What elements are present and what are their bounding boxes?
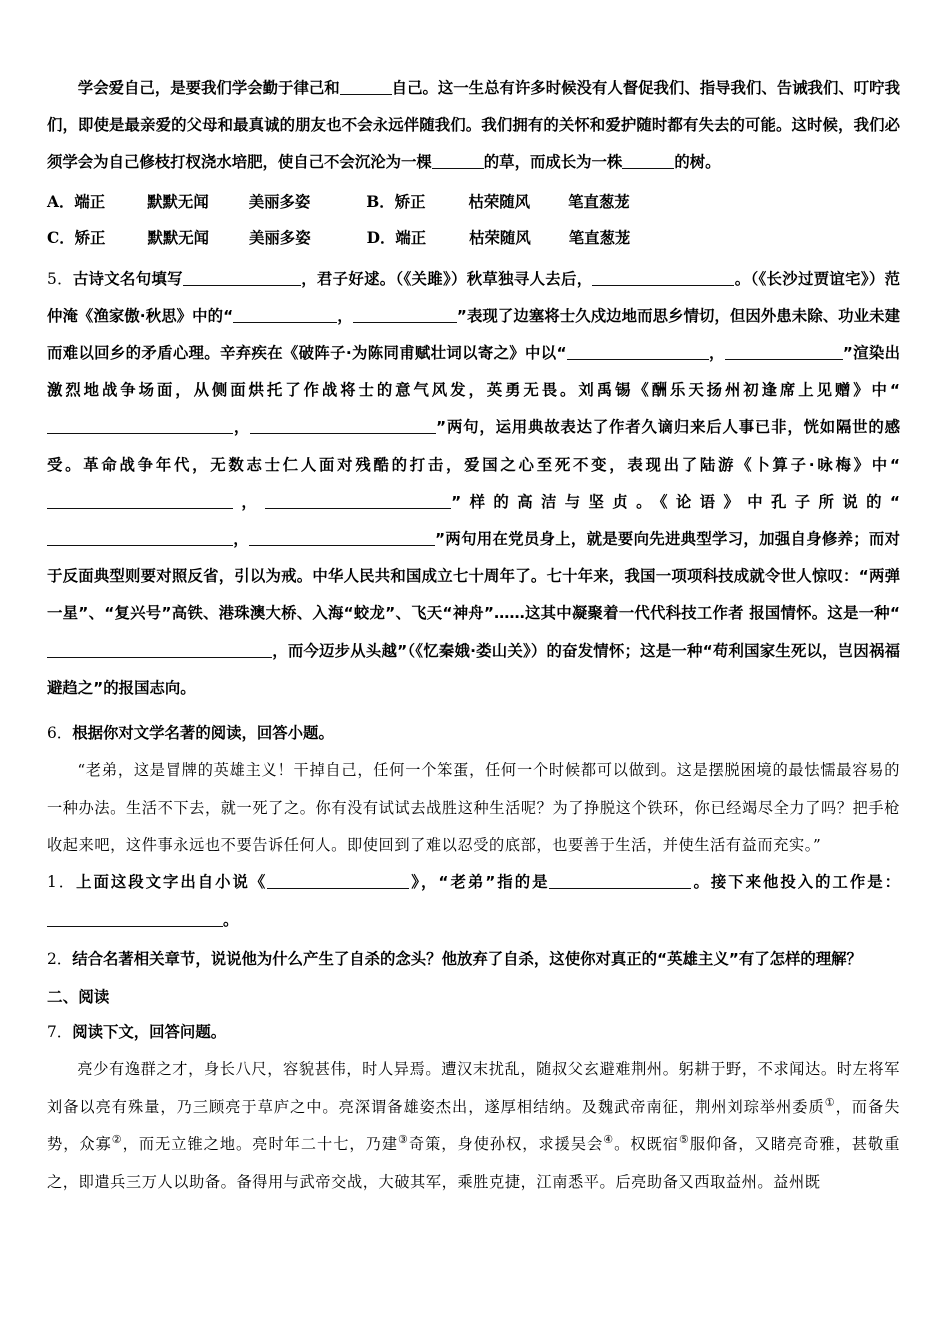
section-heading-reading: 二、阅读 <box>47 988 110 1007</box>
q5-text-6: ， <box>708 344 725 363</box>
footnote-marker-4: ④ <box>603 1133 615 1147</box>
q5-blank-5[interactable] <box>567 344 709 360</box>
choice-c-w1[interactable]: 矫正 <box>74 228 106 247</box>
q7-passage-5: 。权既宿 <box>614 1135 679 1154</box>
cloze-passage <box>47 70 900 182</box>
q5-blank-12[interactable] <box>249 530 435 546</box>
choice-d-w3[interactable]: 笔直葱茏 <box>568 228 631 247</box>
q7-passage-6: 服仰备，又睹亮奇雅，甚敬重之，即遣兵三万人以助备。备得用与武帝交战，大破其军，乘胜克捷，江南悉平。后亮助备又西取益州。益州既 <box>47 1135 900 1191</box>
choice-c-w3[interactable]: 美丽多姿 <box>249 228 311 247</box>
footnote-marker-3: ③ <box>398 1133 409 1147</box>
q5-blank-10[interactable] <box>265 493 451 509</box>
q5-blank-1[interactable] <box>183 270 301 286</box>
question-7-passage <box>47 1051 900 1201</box>
q7-passage-2: ，而备失势，众寡 <box>47 1097 900 1154</box>
q7-passage-1: 亮少有逸群之才，身长八尺，容貌甚伟，时人异焉。遭汉末扰乱，随叔父玄避难荆州。躬耕于野，不求闻达。时左将军刘备以亮有殊量，乃三顾亮于草庐之中。亮深谓备雄姿杰出，遂厚相结纳。及魏武帝南征，荆州刘琮举州委质 <box>47 1060 900 1116</box>
q5-blank-7[interactable] <box>47 418 233 434</box>
q6-sub1-text-4: 。 <box>223 910 239 929</box>
choice-a-w1[interactable]: 端正 <box>74 192 106 211</box>
choice-d-label: D． <box>366 228 396 247</box>
q5-text-14: ，而今迈步从头越”（《忆秦娥·娄山关》）的奋发情怀；这是一种“苟利国家生死以，岂因祸福避趋之”的报国志向。 <box>47 641 900 697</box>
choice-b-w1[interactable]: 矫正 <box>394 192 426 211</box>
cloze-blank-1[interactable] <box>340 79 392 95</box>
question-6-sub-1 <box>47 864 900 938</box>
cloze-text-4: 的树。 <box>674 153 721 172</box>
q5-blank-11[interactable] <box>47 530 233 546</box>
q5-blank-6[interactable] <box>725 344 843 360</box>
q5-blank-9[interactable] <box>47 493 233 509</box>
q5-blank-4[interactable] <box>353 307 457 323</box>
q5-text-9: ”两句，运用典故表达了作者久谪归来后人事已非，恍如隔世的感受。革命战争年代，无数志士仁人面对残酷的打击，爱国之心至死不变，表现出了陆游《卜算子·咏梅》中“ <box>47 418 900 474</box>
choice-a-w2[interactable]: 默默无闻 <box>147 192 209 211</box>
question-6-sub-2 <box>47 941 900 978</box>
q5-text-1: 古诗文名句填写 <box>72 269 183 288</box>
q6-sub1-text-3: 。接下来他投入的工作是： <box>691 873 900 892</box>
footnote-marker-1: ① <box>824 1095 836 1109</box>
q6-sub1-text-1: 上面这段文字出自小说《 <box>76 873 268 892</box>
q7-passage-3: ，而无立锥之地。亮时年二十七，乃建 <box>122 1135 399 1154</box>
q6-sub1-blank-4[interactable] <box>135 911 223 927</box>
question-6-number: 6． <box>47 724 73 743</box>
q7-passage-4: 奇策，身使孙权，求援吴会 <box>408 1135 604 1154</box>
footnote-marker-5: ⑤ <box>678 1133 690 1147</box>
q5-text-4: ， <box>337 306 353 325</box>
cloze-text-3: 的草，而成长为一株 <box>483 153 623 172</box>
cloze-blank-2[interactable] <box>432 153 484 169</box>
q5-text-13: ”两句用在党员身上，就是要向先进典型学习，加强自身修养；而对于反面典型则要对照反省，引以为戒。中华人民共和国成立七十周年了。七十年来，我国一项项科技成就令世人惊叹：“两弹一星”、“复兴号”高铁、港珠澳大桥、入海“蛟龙”、飞天“神舟”……这其中凝聚着一代代科技工作者 报国情怀。这是一种“ <box>47 530 900 623</box>
choice-c-label: C． <box>47 228 75 247</box>
q5-blank-3[interactable] <box>233 307 337 323</box>
q6-sub1-blank-3[interactable] <box>47 911 135 927</box>
question-7-stem-text: 阅读下文，回答问题。 <box>72 1023 227 1042</box>
question-5 <box>47 261 900 707</box>
choice-b-label: B． <box>366 192 395 211</box>
question-7-number: 7． <box>47 1023 73 1042</box>
q6-sub1-text-2: 》，“老弟”指的是 <box>409 873 550 892</box>
choice-d-w1[interactable]: 端正 <box>395 228 427 247</box>
choice-b-w3[interactable]: 笔直葱茏 <box>568 192 630 211</box>
cloze-text-2: 自己。这一生总有许多时候没有人督促我们、指导我们、告诫我们、叮咛我们，即使是最亲爱的父母和最真诚的朋友也不会永远伴随我们。我们拥有的关怀和爱护随时都有失去的可能。这时候，我们必须学会为自己修枝打杈浇水培肥，使自己不会沉沦为一棵 <box>47 79 900 172</box>
footnote-marker-2: ② <box>111 1133 123 1147</box>
q5-text-2: ，君子好逑。（《关雎》）秋草独寻人去后， <box>300 269 593 288</box>
q6-sub2-text: 结合名著相关章节，说说他为什么产生了自杀的念头？他放弃了自杀，这使你对真正的“英雄主义”有了怎样的理解？ <box>72 949 862 968</box>
question-6-stem <box>47 715 900 752</box>
choice-row-cd <box>47 220 900 256</box>
q5-text-8: ， <box>233 418 251 437</box>
question-6-stem-text: 根据你对文学名著的阅读，回答小题。 <box>72 724 334 743</box>
question-6-quotation: “老弟，这是冒牌的英雄主义！干掉自己，任何一个笨蛋，任何一个时候都可以做到。这是摆脱困境的最怯懦最容易的一种办法。生活不下去，就一死了之。你有没有试试去战胜这种生活呢？为了挣脱这个铁环，你已经竭尽全力了吗？把手枪收起来吧，这件事永远也不要告诉任何人。即使回到了难以忍受的底部，也要善于生活，并使生活有益而充实。” <box>47 761 900 855</box>
question-5-number: 5． <box>47 269 73 288</box>
question-6-sub-2-number: 2． <box>47 949 73 968</box>
choice-row-ab <box>47 184 900 220</box>
choice-c-w2[interactable]: 默默无闻 <box>147 228 210 247</box>
choice-a-label: A． <box>47 192 75 211</box>
question-7-stem <box>47 1014 900 1051</box>
q5-text-11: ”样的高洁与坚贞。《论语》中孔子所说的“ <box>451 492 900 511</box>
q5-blank-2[interactable] <box>592 270 734 286</box>
q5-blank-8[interactable] <box>250 418 436 434</box>
q6-sub1-blank-1[interactable] <box>267 873 409 889</box>
cloze-blank-3[interactable] <box>622 153 674 169</box>
q5-text-7: ”渲染出激烈地战争场面，从侧面烘托了作战将士的意气风发，英勇无畏。刘禹锡《酬乐天扬州初逢席上见赠》中“ <box>47 344 900 400</box>
q5-text-12: ， <box>233 530 249 549</box>
q5-text-5: ”表现了边塞将士久戍边地而思乡情切，但因外患未除、功业未建而难以回乡的矛盾心理。辛弃疾在《破阵子·为陈同甫赋壮词以寄之》中以“ <box>47 306 900 363</box>
q6-sub1-blank-2[interactable] <box>549 873 691 889</box>
q5-blank-13[interactable] <box>47 642 272 658</box>
q5-text-10: ， <box>233 492 266 511</box>
choice-d-w2[interactable]: 枯荣随风 <box>469 228 531 247</box>
cloze-text-1: 学会爱自己，是要我们学会勤于律己和 <box>77 79 340 97</box>
q5-text-3: 。（《长沙过贾谊宅》）范仲淹《渔家傲·秋思》中的“ <box>47 269 900 325</box>
choice-b-w2[interactable]: 枯荣随风 <box>468 192 531 211</box>
choice-a-w3[interactable]: 美丽多姿 <box>248 192 311 211</box>
question-6-sub-1-number: 1． <box>47 873 77 892</box>
